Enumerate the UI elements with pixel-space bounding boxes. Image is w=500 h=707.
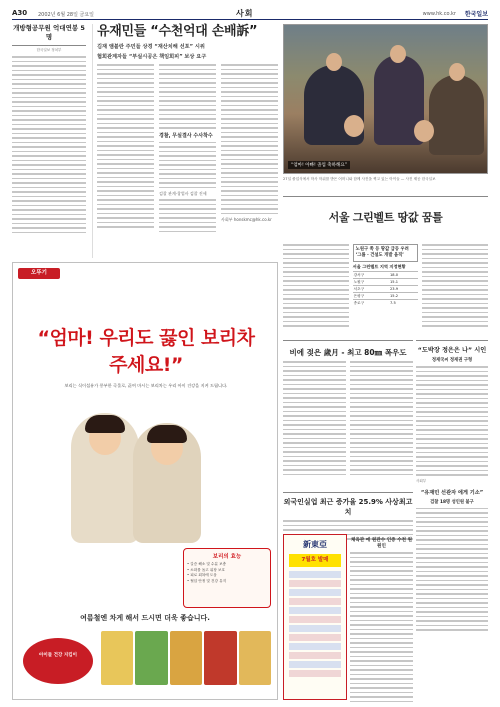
product-lineup — [101, 631, 271, 685]
greenbelt-box-title: 노원구 쪽 등 땅값 급등 우려 ‘그룹 · 건설도 개발 움직’ — [355, 247, 409, 258]
magazine-contents — [289, 571, 341, 677]
benefit-item: • 혈압 안정 및 건강 유지 — [187, 578, 227, 583]
main-byline: 사회부 honskmc@hk.co.kr — [221, 217, 272, 222]
right-byline: 사회부 — [416, 478, 427, 483]
product-package — [135, 631, 167, 685]
site-url: www.hk.co.kr — [422, 11, 456, 17]
greenbelt-table-row — [353, 300, 419, 307]
district-cell: 노원구 — [353, 279, 389, 286]
main-headline[interactable]: 유재민들 “수천억대 손배訴” — [97, 24, 258, 39]
graduation-photo[interactable] — [283, 24, 488, 174]
side-column — [12, 24, 86, 246]
district-cell: 서초구 — [353, 286, 389, 293]
greenbelt-table-row — [353, 293, 419, 300]
product-package — [204, 631, 236, 685]
photo-tag: “엄마! 아빠! 졸업 축하해요” — [288, 161, 350, 169]
foreign-headline[interactable]: 외국인실업 최근 증가율 25.9% 사상최고치 — [283, 498, 413, 516]
page-number: A30 — [12, 9, 28, 17]
area-cell: 23.9 — [389, 286, 418, 293]
district-cell: 강서구 — [353, 272, 389, 279]
ad-slogan: “엄마! 우리도 끓인 보리차 주세요!” — [37, 327, 255, 376]
greenbelt-body — [283, 244, 488, 330]
right-headline[interactable]: “도박장 정은은 나” 시인 — [417, 347, 487, 354]
greenbelt-table-row — [353, 279, 419, 286]
page-header — [12, 8, 488, 20]
ad-badge: 아이들 건강 지킴이 — [23, 638, 93, 684]
greenbelt-table-row — [353, 286, 419, 293]
foreign-unemployment-article — [283, 492, 413, 532]
greenbelt-table — [353, 271, 419, 306]
benefit-list — [187, 562, 267, 584]
main-mini-sub: 검찰 관계·창업사 검찰 진세 — [159, 191, 207, 196]
barley-tea-ad[interactable] — [12, 262, 278, 700]
district-cell: 은평구 — [353, 293, 389, 300]
greenbelt-highlight-box — [353, 244, 419, 262]
right-sub-2: 검찰 18명 성인원 불구 — [430, 499, 474, 505]
magazine-brand: 新東亞 — [303, 540, 327, 549]
benefit-item: • 갈증 해소 및 수분 보충 — [187, 562, 227, 566]
main-body — [97, 64, 278, 235]
child-figure-2 — [133, 423, 201, 543]
side-body — [12, 56, 86, 233]
product-package — [170, 631, 202, 685]
main-story — [92, 24, 278, 258]
main-subhead-1: 김재 앰블란 주민들 상경 “재산치해 선포” 시위 — [97, 44, 205, 50]
benefit-item: • 소화를 돕고 위장 보호 — [187, 567, 225, 572]
ad-tagline: 여름철엔 차게 해서 드시면 더욱 좋습니다. — [80, 614, 210, 622]
area-cell: 15.1 — [389, 279, 418, 286]
rain-headline[interactable]: 비에 젖은 歲月 - 최고 80㎜ 폭우도 — [289, 348, 407, 357]
product-package — [101, 631, 133, 685]
child-figure-1 — [71, 413, 139, 543]
greenbelt-article — [283, 196, 488, 240]
brand-logo: 오뚜기 — [18, 268, 60, 279]
district-cell: 종로구 — [353, 300, 389, 307]
rain-article — [283, 340, 413, 490]
greenbelt-headline[interactable]: 서울 그린벨트 땅값 꿈틀 — [328, 211, 443, 224]
benefit-item: • 피로 회복에 도움 — [187, 573, 217, 577]
greenbelt-table-row — [353, 272, 419, 279]
right-sub: 정재국씨 정재권 구형 — [431, 358, 473, 363]
greenbelt-table-title: 서울 그린벨트 지역 지정현황 — [352, 264, 406, 269]
right-column — [416, 340, 488, 610]
product-package — [239, 631, 271, 685]
ad-sub-copy: 보리는 식이섬유가 풍부한 곡물로, 끓여 마시는 보리차는 우리 아이 건강을 지켜 드립니다. — [64, 383, 228, 388]
section-title: 사회 — [236, 9, 254, 18]
issue-date: 2002년 6월 28일 금요일 — [38, 12, 95, 18]
bottom-article — [350, 534, 413, 694]
photo-caption: 27일 졸업식에서 학사 학위를 받은 어머니와 함께 사진을 찍고 있는 아이들 — 사진 제공 한국일보 — [283, 177, 436, 181]
benefit-box — [183, 548, 271, 608]
area-cell: 15.2 — [389, 293, 418, 300]
masthead: 한국일보 — [464, 11, 488, 18]
magazine-ad[interactable] — [283, 534, 347, 700]
magazine-promo: 7월호 발매 — [289, 554, 341, 567]
area-cell: 18.0 — [389, 272, 418, 279]
right-headline-2[interactable]: “유재민 선관자 에게 기소” — [420, 489, 484, 496]
main-mini-head: 경찰, 무실결사 수사착수 — [159, 132, 213, 139]
benefit-title: 보리의 효능 — [212, 554, 242, 560]
bottom-headline[interactable]: 체육관 에 원관수 인증 수천 원 원인 — [350, 538, 413, 549]
side-byline: 한국일보 정치부 — [36, 48, 62, 52]
side-kicker: 개방형공무원 억대연봉 5명 — [12, 24, 86, 46]
main-subhead-2: 협회관계자들 “부실시공은 책임회피” 보상 요구 — [97, 54, 207, 60]
area-cell: 7.5 — [389, 300, 418, 307]
